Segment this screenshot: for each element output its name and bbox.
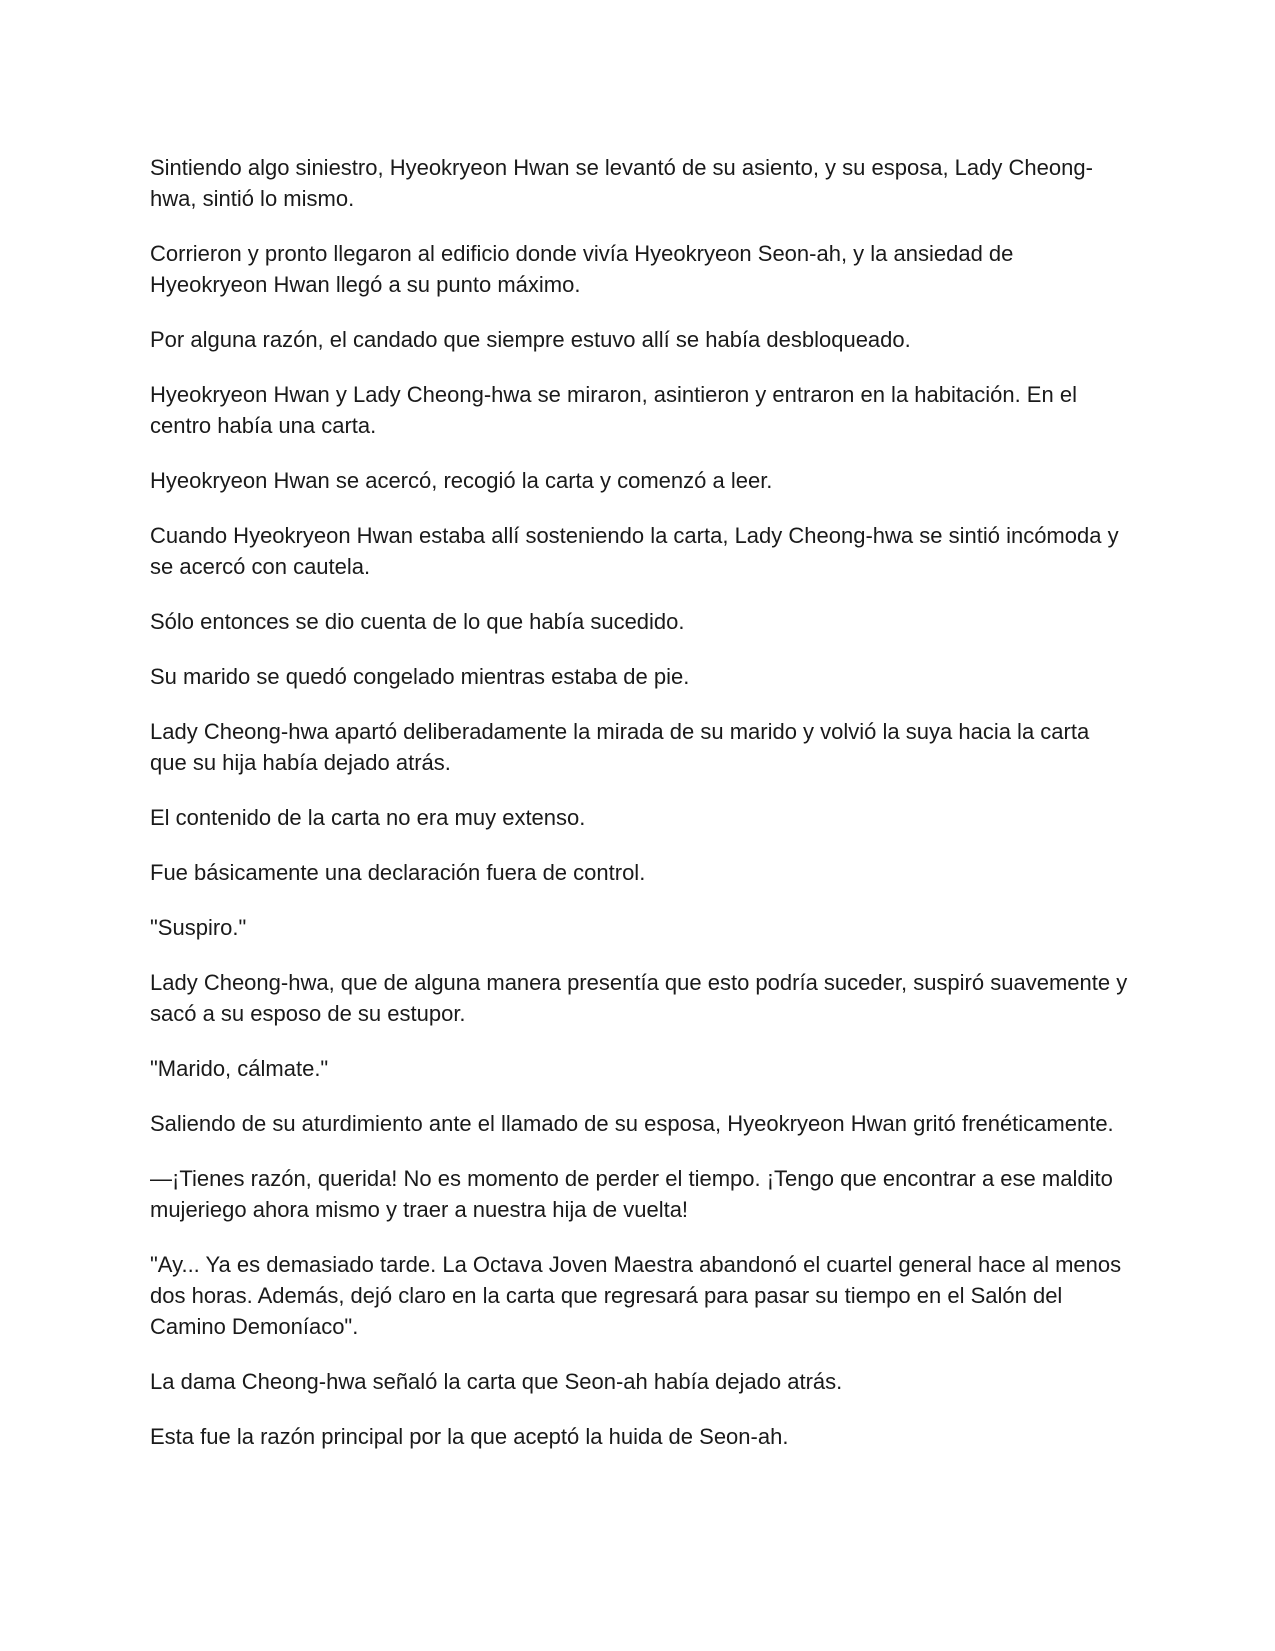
- paragraph: Corrieron y pronto llegaron al edificio donde vivía Hyeokryeon Seon-ah, y la ansiedad de Hyeokryeon Hwan llegó a su punto máximo.: [150, 241, 1014, 297]
- paragraph: "Suspiro.": [150, 915, 247, 940]
- document-body: [150, 152, 1130, 1476]
- paragraph: "Ay... Ya es demasiado tarde. La Octava Joven Maestra abandonó el cuartel general hace al menos dos horas. Además, dejó claro en la carta que regresará para pasar su tiempo en el Salón del Camino Demoníaco".: [150, 1252, 1122, 1339]
- paragraph: Hyeokryeon Hwan y Lady Cheong-hwa se miraron, asintieron y entraron en la habitación. En el centro había una carta.: [150, 382, 1077, 438]
- paragraph: La dama Cheong-hwa señaló la carta que Seon-ah había dejado atrás.: [150, 1369, 843, 1394]
- paragraph: Sintiendo algo siniestro, Hyeokryeon Hwan se levantó de su asiento, y su esposa, Lady Cheong-hwa, sintió lo mismo.: [150, 155, 1093, 211]
- paragraph: Cuando Hyeokryeon Hwan estaba allí sosteniendo la carta, Lady Cheong-hwa se sintió incómoda y se acercó con cautela.: [150, 523, 1119, 579]
- paragraph: Lady Cheong-hwa, que de alguna manera presentía que esto podría suceder, suspiró suavemente y sacó a su esposo de su estupor.: [150, 970, 1128, 1026]
- paragraph: Saliendo de su aturdimiento ante el llamado de su esposa, Hyeokryeon Hwan gritó frenéticamente.: [150, 1111, 1114, 1136]
- paragraph: Lady Cheong-hwa apartó deliberadamente la mirada de su marido y volvió la suya hacia la carta que su hija había dejado atrás.: [150, 719, 1090, 775]
- paragraph: "Marido, cálmate.": [150, 1056, 329, 1081]
- paragraph: El contenido de la carta no era muy extenso.: [150, 805, 586, 830]
- paragraph: Sólo entonces se dio cuenta de lo que había sucedido.: [150, 609, 685, 634]
- paragraph: Por alguna razón, el candado que siempre estuvo allí se había desbloqueado.: [150, 327, 911, 352]
- paragraph: Fue básicamente una declaración fuera de control.: [150, 860, 646, 885]
- paragraph: Esta fue la razón principal por la que aceptó la huida de Seon-ah.: [150, 1424, 789, 1449]
- paragraph: Su marido se quedó congelado mientras estaba de pie.: [150, 664, 690, 689]
- paragraph: —¡Tienes razón, querida! No es momento de perder el tiempo. ¡Tengo que encontrar a ese maldito mujeriego ahora mismo y traer a nuestra hija de vuelta!: [150, 1166, 1113, 1222]
- paragraph: Hyeokryeon Hwan se acercó, recogió la carta y comenzó a leer.: [150, 468, 773, 493]
